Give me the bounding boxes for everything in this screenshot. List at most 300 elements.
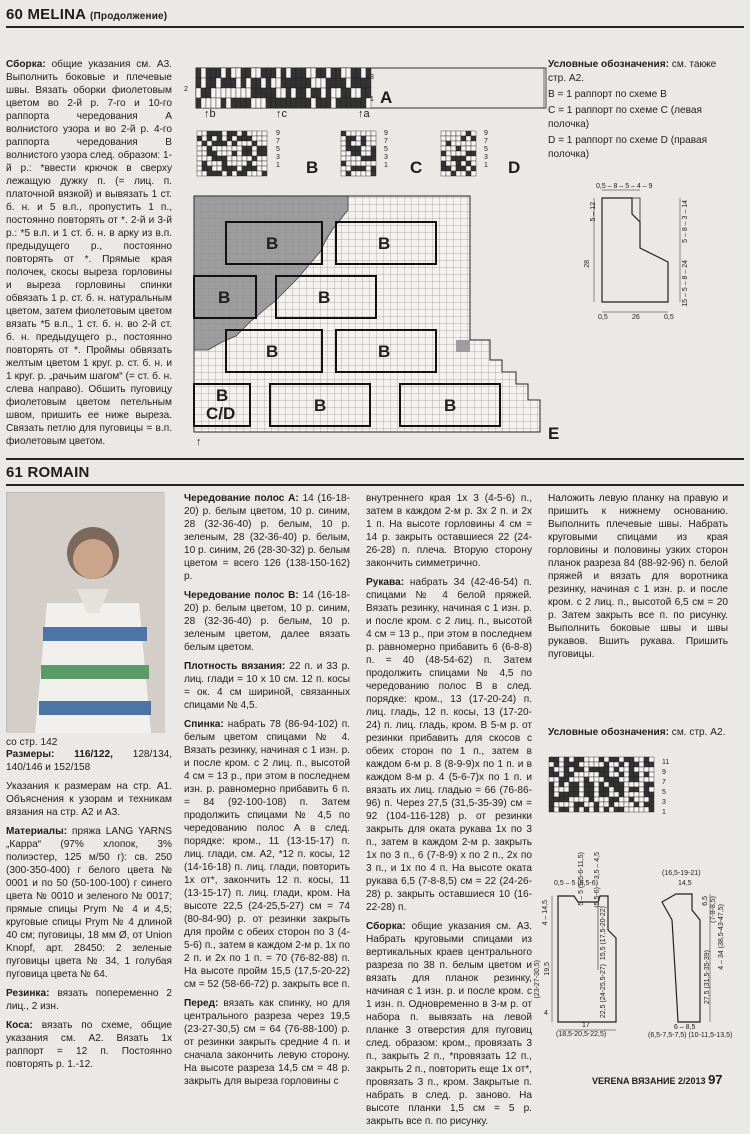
grid-cell — [639, 777, 644, 782]
grid-cell — [554, 772, 559, 777]
grid-cell — [262, 166, 267, 171]
grid-cell — [559, 772, 564, 777]
grid-cell — [441, 146, 446, 151]
grid-cell — [559, 782, 564, 787]
grid-cell — [212, 156, 217, 161]
grid-cell — [222, 146, 227, 151]
grid-cell — [456, 146, 461, 151]
grid-cell — [237, 146, 242, 151]
grid-cell — [222, 156, 227, 161]
grid-cell — [609, 802, 614, 807]
grid-cell — [649, 782, 654, 787]
grid-cell — [609, 782, 614, 787]
grid-cell — [207, 136, 212, 141]
grid-cell — [599, 757, 604, 762]
grid-cell — [619, 782, 624, 787]
grid-cell — [559, 797, 564, 802]
grid-cell — [346, 151, 351, 156]
grid-cell — [629, 772, 634, 777]
grid-cell — [569, 777, 574, 782]
grid-cell — [604, 797, 609, 802]
grid-cell — [584, 782, 589, 787]
pattern-dim-left-mid: 28 — [584, 260, 591, 268]
grid-cell — [346, 136, 351, 141]
grid-cell — [217, 171, 222, 176]
grid-cell — [639, 792, 644, 797]
grid-cell — [301, 68, 306, 78]
grid-cell — [296, 88, 301, 98]
sleeve-pattern-shape — [648, 850, 748, 1040]
grid-cell — [232, 161, 237, 166]
grid-cell — [559, 802, 564, 807]
grid-cell — [356, 78, 361, 88]
grid-cell — [629, 797, 634, 802]
grid-cell — [211, 98, 216, 108]
grid-cell — [361, 141, 366, 146]
grid-cell — [549, 772, 554, 777]
grid-cell — [564, 767, 569, 772]
chart-c-label: C — [410, 158, 423, 177]
grid-cell — [584, 767, 589, 772]
grid-cell — [262, 156, 267, 161]
chart-e-block: B — [378, 342, 391, 361]
grid-cell — [634, 787, 639, 792]
grid-cell — [554, 782, 559, 787]
grid-cell — [624, 792, 629, 797]
grid-cell — [321, 68, 326, 78]
grid-cell — [559, 787, 564, 792]
grid-cell — [286, 98, 291, 108]
grid-cell — [206, 78, 211, 88]
grid-cell — [351, 88, 356, 98]
grid-cell — [351, 68, 356, 78]
grid-cell — [594, 807, 599, 812]
grid-cell — [564, 797, 569, 802]
grid-cell — [232, 166, 237, 171]
grid-cell — [549, 782, 554, 787]
grid-cell — [266, 88, 271, 98]
grid-cell — [574, 772, 579, 777]
grid-cell — [262, 161, 267, 166]
grid-cell — [232, 146, 237, 151]
grid-cell — [614, 772, 619, 777]
grid-cell — [237, 166, 242, 171]
grid-cell — [326, 68, 331, 78]
grid-cell — [247, 161, 252, 166]
chart-e-block: B — [314, 396, 327, 415]
grid-cell — [257, 156, 262, 161]
grid-cell — [649, 762, 654, 767]
grid-cell — [346, 156, 351, 161]
grid-cell — [644, 777, 649, 782]
grid-cell — [441, 141, 446, 146]
grid-cell — [639, 772, 644, 777]
grid-cell — [212, 171, 217, 176]
grid-cell — [252, 166, 257, 171]
grid-cell — [242, 161, 247, 166]
grid-cell — [559, 767, 564, 772]
grid-cell — [634, 772, 639, 777]
grid-cell — [441, 151, 446, 156]
grid-cell — [461, 161, 466, 166]
grid-cell — [316, 88, 321, 98]
body-dim-bottom-b: (18,5-20,5-22,5) — [556, 1031, 607, 1038]
grid-cell — [589, 802, 594, 807]
grid-cell — [584, 802, 589, 807]
body-pattern-shape — [534, 850, 644, 1040]
grid-cell — [629, 777, 634, 782]
grid-cell — [589, 807, 594, 812]
grid-cell — [232, 171, 237, 176]
grid-cell — [624, 757, 629, 762]
grid-cell — [356, 68, 361, 78]
grid-cell — [366, 156, 371, 161]
grid-cell — [559, 757, 564, 762]
grid-cell — [574, 802, 579, 807]
grid-cell — [584, 787, 589, 792]
grid-cell — [252, 156, 257, 161]
grid-cell — [634, 777, 639, 782]
grid-cell — [644, 782, 649, 787]
grid-cell — [599, 772, 604, 777]
grid-cell — [446, 156, 451, 161]
grid-cell — [584, 792, 589, 797]
grid-cell — [594, 762, 599, 767]
grid-cell — [604, 787, 609, 792]
grid-cell — [471, 171, 476, 176]
cable-chart-rows: 11 9 7 5 3 1 — [662, 759, 670, 816]
grid-cell — [336, 68, 341, 78]
section-60-assembly: Сборка: общие указания см. А3. Выполнить боковые и плечевые швы. Вязать оборки фиолетовым цветом во 2-й р. 7-го и 10-го раппорта чередования А волнистого узора и во 2-й р. 4-го раппорта чередования В волнистого узора след. образом: 1-й р.: *ввести крючок в сверху лежащую дужку п. (= лиц. п. платочной вязкой) и вывязать 1 ст. б. н. и 5 в.п., пропустить 1 п., постоянно повторять от *. 2-й и 3-й р.: *5 в.п. и 1 ст. б. н. в арку из в.п. предыдущего р., постоянно повторять от *. Прямые края полочек, скосы выреза горловины и выреза горловины спинки обвязать 1 р. ст. б. н. натуральным цветом, затем фиолетовым цветом вязать *5 в.п., 1 ст. б. н. во 2-й ст. б. н. предыдущего р., постоянно повторять от *. Проймы обвязать желтым цветом 1 круг. р. ст. б. н. и 1 круг. р. „рачьим шагом“ (= ст. б. н. слева направо). Обшить пуговицу фиолетовым цветом петельным швом, пришить ее ниже выреза. Связать петлю для пуговицы = в.п. фиолетовым цветом. — [6, 59, 172, 447]
grid-cell — [252, 171, 257, 176]
grid-cell — [271, 98, 276, 108]
pattern-dim-bottom-mid: 26 — [632, 314, 640, 321]
grid-cell — [629, 802, 634, 807]
grid-cell — [271, 78, 276, 88]
chart-e-block: C/D — [206, 404, 236, 423]
grid-cell — [197, 161, 202, 166]
cable-chart-grid — [548, 756, 660, 818]
grid-cell — [222, 141, 227, 146]
grid-cell — [634, 802, 639, 807]
grid-cell — [549, 757, 554, 762]
chart-e-grid — [180, 190, 570, 450]
grid-cell — [594, 792, 599, 797]
grid-cell — [451, 141, 456, 146]
grid-cell — [649, 797, 654, 802]
grid-cell — [559, 762, 564, 767]
sleeve-dim-bottom-a: 6 – 8,5 — [674, 1024, 696, 1031]
grid-cell — [197, 171, 202, 176]
grid-cell — [356, 166, 361, 171]
section-60-pattern — [580, 178, 720, 328]
grid-cell — [257, 136, 262, 141]
chart-d-label: D — [508, 158, 521, 177]
grid-cell — [446, 151, 451, 156]
grid-cell — [599, 797, 604, 802]
grid-cell — [221, 68, 226, 78]
grid-cell — [624, 777, 629, 782]
grid-cell — [589, 772, 594, 777]
grid-cell — [649, 757, 654, 762]
grid-cell — [574, 757, 579, 762]
grid-cell — [276, 78, 281, 88]
grid-cell — [207, 161, 212, 166]
grid-cell — [236, 88, 241, 98]
grid-cell — [564, 777, 569, 782]
grid-cell — [247, 141, 252, 146]
grid-cell — [291, 78, 296, 88]
grid-cell — [564, 782, 569, 787]
grid-cell — [216, 98, 221, 108]
grid-cell — [564, 762, 569, 767]
grid-cell — [594, 757, 599, 762]
grid-cell — [644, 787, 649, 792]
grid-cell — [252, 141, 257, 146]
grid-cell — [356, 88, 361, 98]
grid-cell — [202, 146, 207, 151]
grid-cell — [574, 777, 579, 782]
grid-cell — [222, 151, 227, 156]
grid-cell — [371, 151, 376, 156]
grid-cell — [599, 792, 604, 797]
grid-cell — [207, 131, 212, 136]
grid-cell — [247, 146, 252, 151]
grid-cell — [217, 146, 222, 151]
grid-cell — [246, 88, 251, 98]
grid-cell — [262, 141, 267, 146]
grid-cell — [281, 88, 286, 98]
grid-cell — [281, 78, 286, 88]
chart-a-marker-c: ↑c — [276, 108, 287, 120]
grid-cell — [202, 161, 207, 166]
grid-cell — [356, 146, 361, 151]
grid-cell — [559, 792, 564, 797]
grid-cell — [594, 782, 599, 787]
grid-cell — [569, 772, 574, 777]
grid-cell — [256, 68, 261, 78]
grid-cell — [609, 792, 614, 797]
grid-cell — [237, 171, 242, 176]
grid-cell — [549, 767, 554, 772]
grid-cell — [276, 68, 281, 78]
grid-cell — [207, 166, 212, 171]
chart-e — [180, 190, 570, 450]
grid-cell — [251, 98, 256, 108]
grid-cell — [316, 68, 321, 78]
grid-cell — [341, 161, 346, 166]
grid-cell — [341, 88, 346, 98]
section-60-legend: Условные обозначения: см. также стр. А2. B = 1 раппорт по схеме B C = 1 раппорт по схеме C (левая полочка) D = 1 раппорт по схеме D (правая полочка) — [548, 59, 717, 160]
body-dim-top-c: (5,5-6) – 3,5 – 4,5 — [594, 852, 601, 908]
chart-d-rows: 9 7 5 3 1 — [484, 130, 488, 169]
grid-cell — [639, 762, 644, 767]
grid-cell — [554, 767, 559, 772]
grid-cell — [202, 131, 207, 136]
grid-cell — [441, 136, 446, 141]
grid-cell — [242, 131, 247, 136]
grid-cell — [569, 802, 574, 807]
grid-cell — [614, 757, 619, 762]
grid-cell — [604, 802, 609, 807]
grid-cell — [466, 166, 471, 171]
grid-cell — [252, 136, 257, 141]
grid-cell — [346, 131, 351, 136]
grid-cell — [341, 166, 346, 171]
grid-cell — [629, 782, 634, 787]
grid-cell — [644, 772, 649, 777]
grid-cell — [634, 807, 639, 812]
sleeve-dim-bottom-b: (6,5-7,5-7,5) (10-11,5-13,5) — [648, 1032, 733, 1039]
grid-cell — [624, 782, 629, 787]
grid-cell — [619, 802, 624, 807]
grid-cell — [306, 68, 311, 78]
grid-cell — [554, 777, 559, 782]
grid-cell — [589, 792, 594, 797]
grid-cell — [336, 88, 341, 98]
grid-cell — [624, 767, 629, 772]
grid-cell — [207, 151, 212, 156]
grid-cell — [366, 161, 371, 166]
grid-cell — [624, 787, 629, 792]
chart-a-grid — [180, 66, 430, 126]
grid-cell — [649, 787, 654, 792]
grid-cell — [371, 141, 376, 146]
grid-cell — [564, 772, 569, 777]
pattern-dim-left-upper: 5 – 12 — [590, 202, 597, 222]
grid-cell — [197, 141, 202, 146]
grid-cell — [196, 98, 201, 108]
chart-a-marker-b: ↑b — [204, 108, 216, 120]
grid-cell — [316, 78, 321, 88]
grid-cell — [446, 161, 451, 166]
grid-cell — [461, 146, 466, 151]
grid-cell — [554, 792, 559, 797]
grid-cell — [262, 151, 267, 156]
grid-cell — [211, 68, 216, 78]
grid-cell — [252, 146, 257, 151]
body-dim-top-a: 0,5 – 5 (5,5-6) — [554, 880, 598, 887]
grid-cell — [639, 787, 644, 792]
grid-cell — [599, 807, 604, 812]
section-61-col3: внутреннего края 1х 3 (4-5-6) п., затем в каждом 2-м р. 3х 2 п. и 2х 1 п. На высоте горловины 4 см = 14 р. закрыть оставшиеся 22 (24-26-28) п. плеча. Вторую сторону закончить симметрично. Рукава: набрать 34 (42-46-54) п. спицами № 4 белой пряжей. Вязать резинку, начиная с 1 изн. р. и после кром. с 2 лиц. п., высотой 4 см = 13 р., при этом в последнем р. равномерно прибавить 6 (6-8-8) п. = 40 (48-54-62) п. Затем продолжить спицами № 4,5 по чередованию полос В в след. порядке: кром., 13 (17-20-24) п. лиц. гладь, 12 п. косы, 13 (17-20-24) п. лиц. гладь, кром. В 5-м р. от резинки прибавить для скосов с обеих сторон по 1 п., затем в каждом 6-м р. 8 (8-9-9)х по 1 п. и в каждом 8-м р. 4 (5-6-7)х по 1 п. и вязать их лиц. гладью = 66 (76-86-96) п. Через 27,5 (31,5-35-39) см = 92 (104-116-128) р. от резинки закрыть для оката рукава 1х по 3 п., затем в каждом 2-м р. закрыть 1х по 3 п., 6 (7-8-9) х по 2 п., 2х по 3 п., и 1х по 4 п. На высоте оката рукава 6,5 (7-8-8,5) см = 22 (24-26-28) р. закрыть оставшиеся 10 (16-22-28) п. Сборка: общие указания см. А3. Набрать круговыми спицами из вертикальных краев центрального разреза по 38 п. белым цветом и вязать для планок резинку, начиная с 1 изн. р. и после кром. с 1 изн. п. Одновременно в 3-м р. от набора п. вывязать на левой планке 3 отверстия для пуговиц след. образом: кром., провязать 3 п., закрыть 2 п., *провязать 12 п., закрыть 2 п., повторить еще 1х от*, провязать 3 п., кром. Закрытые п. набрать в след. р. заново. На высоте планки 1,5 см = 5 р. закрыть все п. по рисунку. — [366, 493, 532, 1127]
grid-cell — [579, 787, 584, 792]
section-61-rule-top — [6, 458, 744, 460]
grid-cell — [231, 78, 236, 88]
grid-cell — [331, 68, 336, 78]
grid-cell — [201, 88, 206, 98]
grid-cell — [266, 98, 271, 108]
grid-cell — [361, 146, 366, 151]
grid-cell — [227, 156, 232, 161]
grid-cell — [341, 156, 346, 161]
grid-cell — [609, 787, 614, 792]
grid-cell — [446, 141, 451, 146]
grid-cell — [246, 68, 251, 78]
grid-cell — [217, 161, 222, 166]
grid-cell — [549, 762, 554, 767]
grid-cell — [222, 161, 227, 166]
grid-cell — [341, 146, 346, 151]
grid-cell — [366, 171, 371, 176]
grid-cell — [471, 141, 476, 146]
chart-a-row-label: 2 — [184, 86, 188, 93]
grid-cell — [207, 146, 212, 151]
grid-cell — [466, 156, 471, 161]
grid-cell — [639, 767, 644, 772]
grid-cell — [456, 171, 461, 176]
grid-cell — [614, 802, 619, 807]
grid-cell — [321, 98, 326, 108]
grid-cell — [331, 98, 336, 108]
grid-cell — [331, 78, 336, 88]
grid-cell — [346, 166, 351, 171]
grid-cell — [351, 146, 356, 151]
grid-cell — [649, 792, 654, 797]
grid-cell — [639, 782, 644, 787]
grid-cell — [604, 762, 609, 767]
grid-cell — [584, 777, 589, 782]
grid-cell — [456, 151, 461, 156]
chart-e-block: B — [318, 288, 331, 307]
grid-cell — [644, 757, 649, 762]
grid-cell — [227, 131, 232, 136]
chart-d — [440, 130, 510, 180]
grid-cell — [202, 136, 207, 141]
grid-cell — [261, 98, 266, 108]
grid-cell — [644, 797, 649, 802]
grid-cell — [594, 772, 599, 777]
grid-cell — [266, 78, 271, 88]
grid-cell — [589, 797, 594, 802]
grid-cell — [644, 807, 649, 812]
grid-cell — [212, 166, 217, 171]
grid-cell — [242, 171, 247, 176]
sleeve-dim-right-a: 4 – 34 (38,5-43-47,5) — [718, 904, 725, 970]
grid-cell — [257, 146, 262, 151]
grid-cell — [471, 131, 476, 136]
grid-cell — [296, 98, 301, 108]
grid-cell — [574, 792, 579, 797]
grid-cell — [247, 151, 252, 156]
grid-cell — [634, 782, 639, 787]
grid-cell — [619, 797, 624, 802]
grid-cell — [211, 88, 216, 98]
grid-cell — [371, 131, 376, 136]
grid-cell — [356, 136, 361, 141]
grid-cell — [351, 131, 356, 136]
grid-cell — [361, 98, 366, 108]
grid-cell — [564, 792, 569, 797]
grid-cell — [361, 156, 366, 161]
grid-cell — [604, 777, 609, 782]
grid-cell — [202, 166, 207, 171]
grid-cell — [579, 762, 584, 767]
grid-cell — [356, 141, 361, 146]
grid-cell — [212, 136, 217, 141]
grid-cell — [624, 807, 629, 812]
grid-cell — [466, 161, 471, 166]
grid-cell — [306, 78, 311, 88]
grid-cell — [202, 141, 207, 146]
grid-cell — [341, 171, 346, 176]
grid-cell — [579, 802, 584, 807]
sleeve-dim-right-d: (7-8-8,5) — [710, 896, 717, 923]
grid-cell — [639, 797, 644, 802]
grid-cell — [599, 767, 604, 772]
photo-caption: со стр. 142 — [6, 737, 58, 748]
pattern-dim-right-upper: 5 – 8 – 3 – 14 — [682, 200, 689, 243]
